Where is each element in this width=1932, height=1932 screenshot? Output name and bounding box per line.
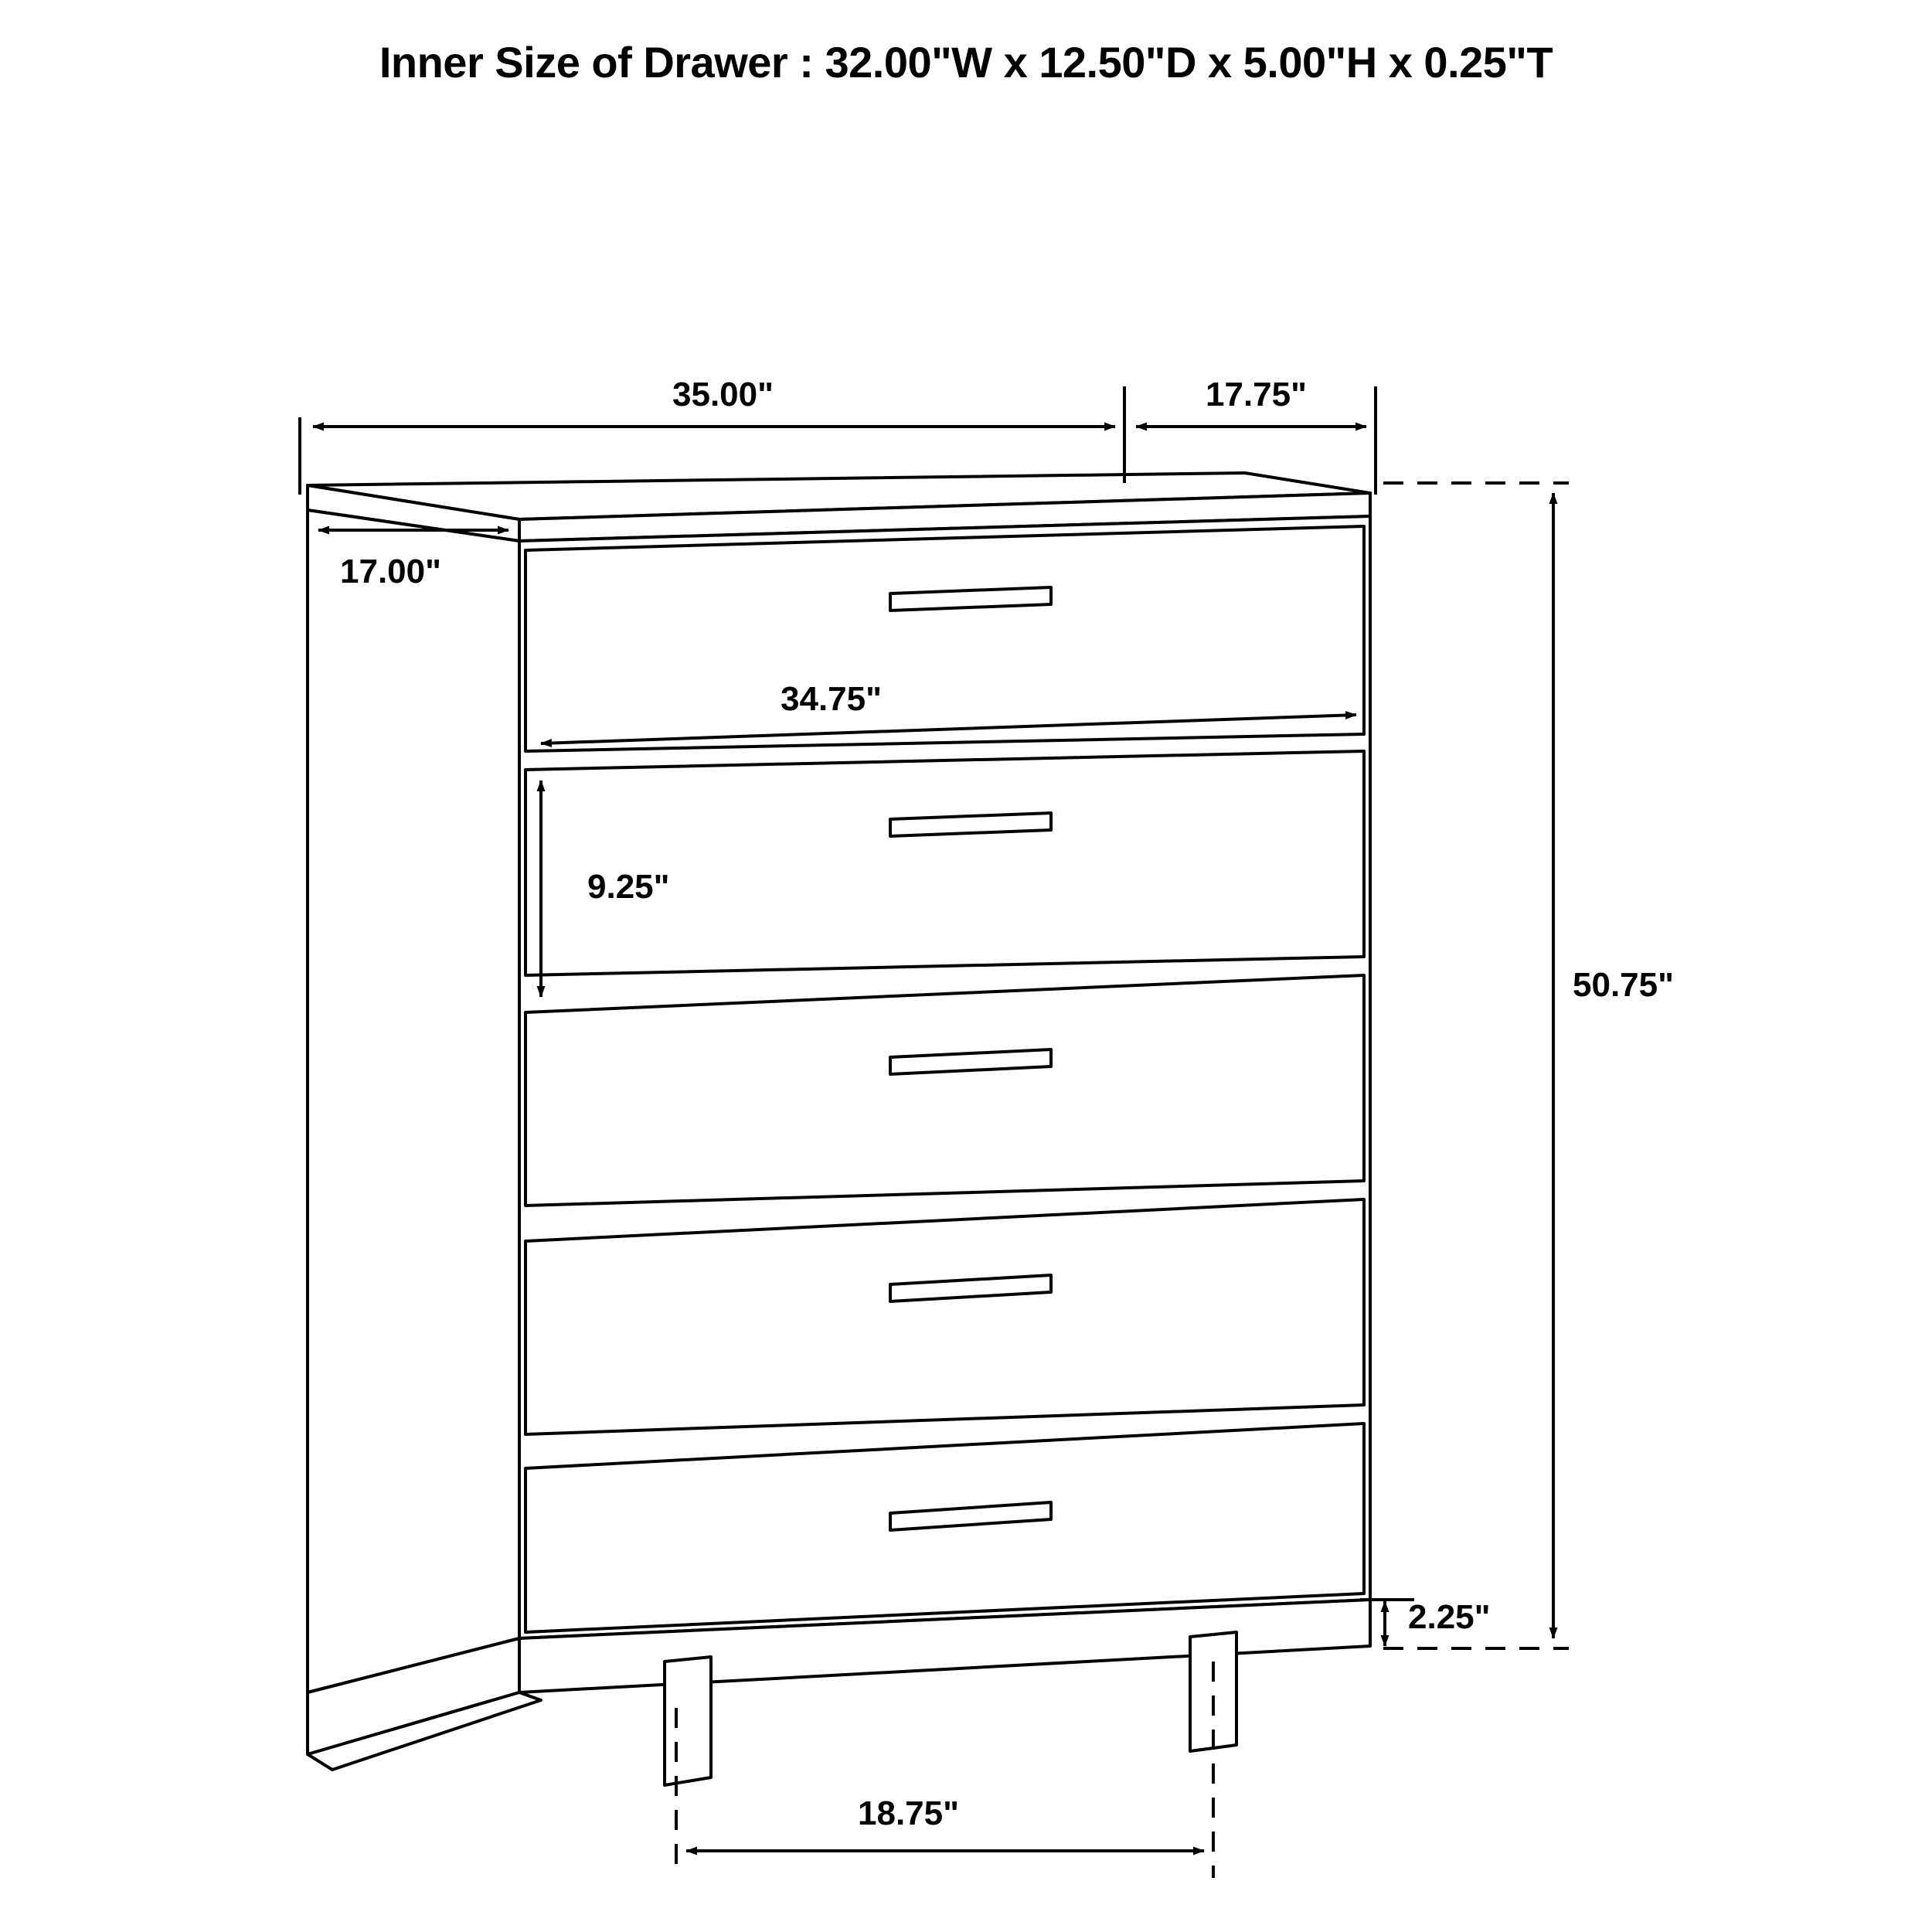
drawer-front-1 — [526, 526, 1364, 751]
dim-label-top-width: 35.00" — [672, 376, 774, 413]
drawer-front-3 — [526, 975, 1364, 1206]
dim-label-side-depth: 17.00" — [340, 553, 441, 590]
dim-label-top-depth: 17.75" — [1206, 376, 1307, 413]
dim-label-drawer-height: 9.25" — [587, 868, 670, 906]
foot-left — [665, 1657, 711, 1785]
dim-label-drawer-width: 34.75" — [781, 680, 882, 718]
page-title: Inner Size of Drawer : 32.00"W x 12.50"D x 5.00"H x 0.25"T — [379, 38, 1553, 87]
dim-label-foot-spacing: 18.75" — [858, 1794, 959, 1832]
drawer-front-2 — [526, 751, 1364, 975]
drawer-front-4 — [526, 1199, 1364, 1434]
chest-left-side-panel — [308, 510, 519, 1692]
dim-label-foot-height: 2.25" — [1408, 1598, 1491, 1636]
dim-label-total-height: 50.75" — [1573, 966, 1674, 1004]
chest-body — [308, 473, 1370, 1785]
